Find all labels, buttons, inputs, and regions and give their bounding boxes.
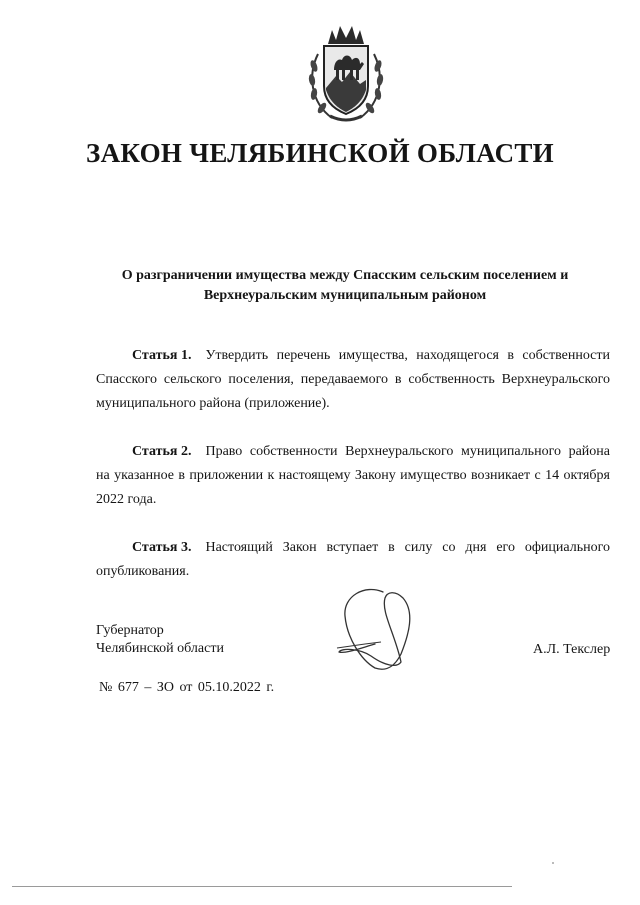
- article-3: [96, 536, 610, 584]
- article-3-label: Статья 3.: [132, 540, 192, 555]
- law-subject: [60, 266, 630, 306]
- handwritten-signature-icon: [335, 582, 425, 674]
- article-1-label: Статья 1.: [132, 348, 192, 363]
- article-1-text: Утвердить перечень имущества, находящегося в собственности Спасского сельского поселения, передаваемого в собственность Верхнеуральского муниципального района (приложение).: [96, 348, 610, 411]
- scan-speck: [552, 862, 554, 864]
- coat-of-arms-icon: [304, 24, 388, 124]
- signer-name: А.Л. Текслер: [533, 642, 611, 657]
- article-2-label: Статья 2.: [132, 444, 192, 459]
- article-1: [96, 344, 610, 416]
- article-3-text: Настоящий Закон вступает в силу со дня его официального опубликования.: [96, 540, 610, 579]
- article-2: [96, 440, 610, 512]
- subject-line-1: О разграничении имущества между Спасским сельским поселением и: [121, 268, 569, 283]
- signatory-position: [96, 622, 224, 658]
- position-line-2: Челябинской области: [96, 641, 224, 656]
- document-title: ЗАКОН ЧЕЛЯБИНСКОЙ ОБЛАСТИ: [86, 138, 554, 168]
- law-number-date: № 677 – ЗО от 05.10.2022 г.: [99, 680, 275, 695]
- footer-divider: [12, 886, 512, 887]
- article-2-text: Право собственности Верхнеуральского муниципального района на указанное в приложении к настоящему Закону имущество возникает с 14 октября 2022 года.: [96, 444, 610, 507]
- subject-line-2: Верхнеуральским муниципальным районом: [203, 288, 487, 303]
- position-line-1: Губернатор: [96, 623, 164, 638]
